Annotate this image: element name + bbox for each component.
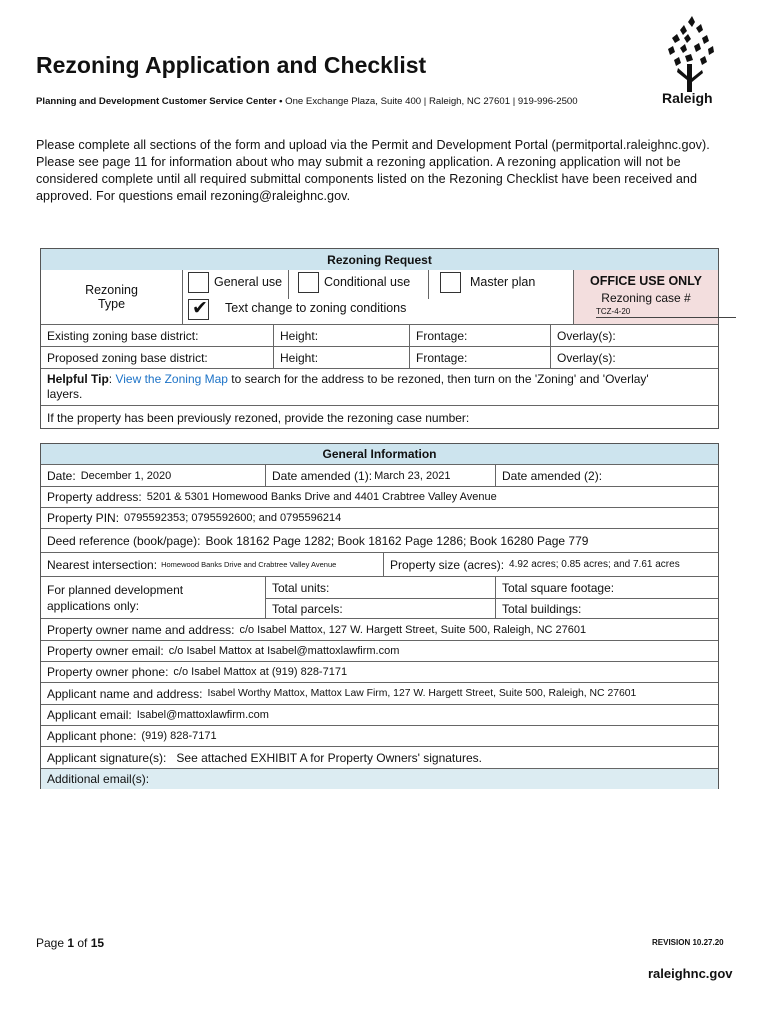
owner-phone-value: c/o Isabel Mattox at (919) 828-7171 [173,666,348,678]
date-label: Date: [47,468,76,483]
planned-development-row [41,576,718,618]
existing-overlay-field[interactable]: Overlay(s): [550,325,718,346]
property-pin-label: Property PIN: [47,511,120,525]
page-prefix: Page [36,936,68,950]
helpful-tip [41,369,718,405]
applicant-signature-value: See attached EXHIBIT A for Property Owners' signatures. [176,750,482,765]
page-current: 1 [67,936,75,950]
planned-label-1: For planned development [47,582,184,597]
proposed-height-field[interactable]: Height: [273,347,409,368]
owner-email-row [41,640,718,661]
general-information-table [40,443,719,789]
rezoning-type-label [41,270,182,324]
rezoning-type-row [41,270,718,324]
property-pin-field[interactable] [41,508,718,528]
applicant-name-address-value: Isabel Worthy Mattox, Mattox Law Firm, 127 W. Hargett Street, Suite 500, Raleigh, NC 27601 [207,688,637,699]
page-subtitle [36,96,578,107]
owner-email-field[interactable] [41,641,718,661]
rezoning-case-label: Rezoning case # [601,291,691,305]
office-use-title: OFFICE USE ONLY [589,274,703,288]
additional-email-row [41,768,718,789]
property-address-value: 5201 & 5301 Homewood Banks Drive and 4401 Crabtree Valley Avenue [146,491,497,503]
applicant-phone-value: (919) 828-7171 [141,730,217,742]
date-value: December 1, 2020 [80,469,172,482]
total-parcels-field[interactable]: Total parcels: [265,598,495,618]
property-address-field[interactable] [41,487,718,507]
deed-reference-field[interactable] [41,529,718,552]
rezoning-request-table [40,248,719,429]
oak-tree-icon [658,16,720,94]
helpful-tip-row [41,368,718,405]
applicant-signature-field[interactable] [41,747,718,768]
helpful-tip-label: Helpful Tip [47,372,109,386]
footer-url[interactable]: raleighnc.gov [648,966,733,981]
applicant-signature-label: Applicant signature(s): [47,750,167,765]
existing-zoning-row [41,324,718,346]
property-size-label: Property size (acres): [390,557,505,572]
applicant-email-label: Applicant email: [47,708,132,722]
owner-email-label: Property owner email: [47,644,164,658]
subtitle-address: One Exchange Plaza, Suite 400 | Raleigh, NC 27601 | 919-996-2500 [282,96,578,107]
applicant-email-row [41,704,718,725]
rezoning-type-label-1: Rezoning [85,283,138,297]
deed-row [41,528,718,552]
conditional-use-checkbox[interactable] [298,272,319,293]
property-size-value: 4.92 acres; 0.85 acres; and 7.61 acres [509,559,680,570]
helpful-tip-text-2: layers. [47,387,83,401]
total-square-footage-field[interactable]: Total square footage: [495,577,718,598]
owner-name-address-value: c/o Isabel Mattox, 127 W. Hargett Street, Suite 500, Raleigh, NC 27601 [239,623,587,636]
date-amended-1-label: Date amended (1): [272,468,373,483]
logo-text: Raleigh [662,90,713,106]
proposed-overlay-field[interactable]: Overlay(s): [550,347,718,368]
rezoning-request-header [41,249,718,270]
intersection-row [41,552,718,576]
divider [428,270,429,299]
check-mark-icon: ✔ [192,298,208,319]
subtitle-office: Planning and Development Customer Service Center • [36,96,283,107]
total-buildings-field[interactable]: Total buildings: [495,598,718,618]
page-number [36,936,104,950]
existing-height-field[interactable]: Height: [273,325,409,346]
office-use-box [573,270,718,324]
nearest-intersection-field[interactable] [41,553,383,576]
owner-email-value: c/o Isabel Mattox at Isabel@mattoxlawfirm.com [168,645,400,657]
applicant-email-value: Isabel@mattoxlawfirm.com [136,709,269,721]
text-change-checkbox[interactable] [188,299,209,320]
zoning-map-link[interactable]: View the Zoning Map [115,372,228,386]
owner-phone-field[interactable] [41,662,718,682]
additional-emails-field[interactable]: Additional email(s): [47,772,150,786]
date-amended-1-value: March 23, 2021 [374,469,451,482]
date-amended-2-field[interactable]: Date amended (2): [495,465,718,486]
previous-case-field[interactable]: If the property has been previously rezoned, provide the rezoning case number: [47,410,470,425]
planned-label-2: applications only: [47,598,140,613]
conditional-use-label: Conditional use [324,275,411,289]
property-size-field[interactable] [383,553,718,576]
divider [288,270,289,299]
total-units-field[interactable]: Total units: [265,577,495,598]
proposed-zoning-field[interactable]: Proposed zoning base district: [47,350,208,365]
general-use-label: General use [214,275,283,289]
address-row [41,486,718,507]
owner-phone-label: Property owner phone: [47,665,169,679]
nearest-intersection-value: Homewood Banks Drive and Crabtree Valley Avenue [161,560,337,569]
property-pin-value: 0795592353; 0795592600; and 0795596214 [124,512,342,524]
general-info-title: General Information [322,447,437,461]
applicant-row [41,682,718,704]
date-row [41,464,718,486]
owner-phone-row [41,661,718,682]
signature-row [41,746,718,768]
date-amended-1-field[interactable] [265,465,495,486]
deed-reference-label: Deed reference (book/page): [47,533,201,548]
page-of: of [74,936,91,950]
rezoning-type-label-2: Type [97,297,126,311]
planned-development-label [41,577,265,618]
date-field[interactable] [41,465,265,486]
master-plan-label: Master plan [470,275,536,289]
existing-frontage-field[interactable]: Frontage: [409,325,550,346]
helpful-tip-text: to search for the address to be rezoned, then turn on the 'Zoning' and 'Overlay' [227,372,649,386]
master-plan-checkbox[interactable] [440,272,461,293]
owner-name-address-field[interactable] [41,619,718,640]
applicant-phone-label: Applicant phone: [47,729,137,743]
tip-colon: : [108,372,116,386]
previous-case-row [41,405,718,429]
applicant-email-field[interactable] [41,705,718,725]
proposed-zoning-row [41,346,718,368]
applicant-phone-field[interactable] [41,726,718,746]
page-title: Rezoning Application and Checklist [36,52,427,78]
proposed-frontage-field[interactable]: Frontage: [409,347,550,368]
raleigh-logo [658,16,720,111]
rezoning-request-title: Rezoning Request [327,252,432,267]
owner-name-address-label: Property owner name and address: [47,622,235,637]
text-change-label: Text change to zoning conditions [225,301,407,315]
existing-zoning-field[interactable]: Existing zoning base district: [47,328,199,343]
applicant-name-address-field[interactable] [41,683,718,704]
applicant-name-address-label: Applicant name and address: [47,686,203,701]
property-address-label: Property address: [47,490,142,504]
deed-reference-value: Book 18162 Page 1282; Book 18162 Page 1286; Book 16280 Page 779 [205,533,589,548]
page-total: 15 [90,936,105,950]
general-use-checkbox[interactable] [188,272,209,293]
revision-label: REVISION 10.27.20 [652,938,724,947]
rezoning-case-value[interactable]: TCZ-4-20 [596,307,736,318]
applicant-phone-row [41,725,718,746]
owner-row [41,618,718,640]
general-info-header [41,444,718,464]
intro-paragraph: Please complete all sections of the form and upload via the Permit and Development Portal (permitportal.raleighnc.gov). Please see page 11 for information about who may submit a rezoning application. A rezoning application will not be considered complete until all required submittal components listed on the Rezoning Checklist have been received and approved. For questions email rezoning@raleighnc.gov. [36,138,710,203]
rezoning-type-options [182,270,573,324]
nearest-intersection-label: Nearest intersection: [47,557,158,572]
pin-row [41,507,718,528]
